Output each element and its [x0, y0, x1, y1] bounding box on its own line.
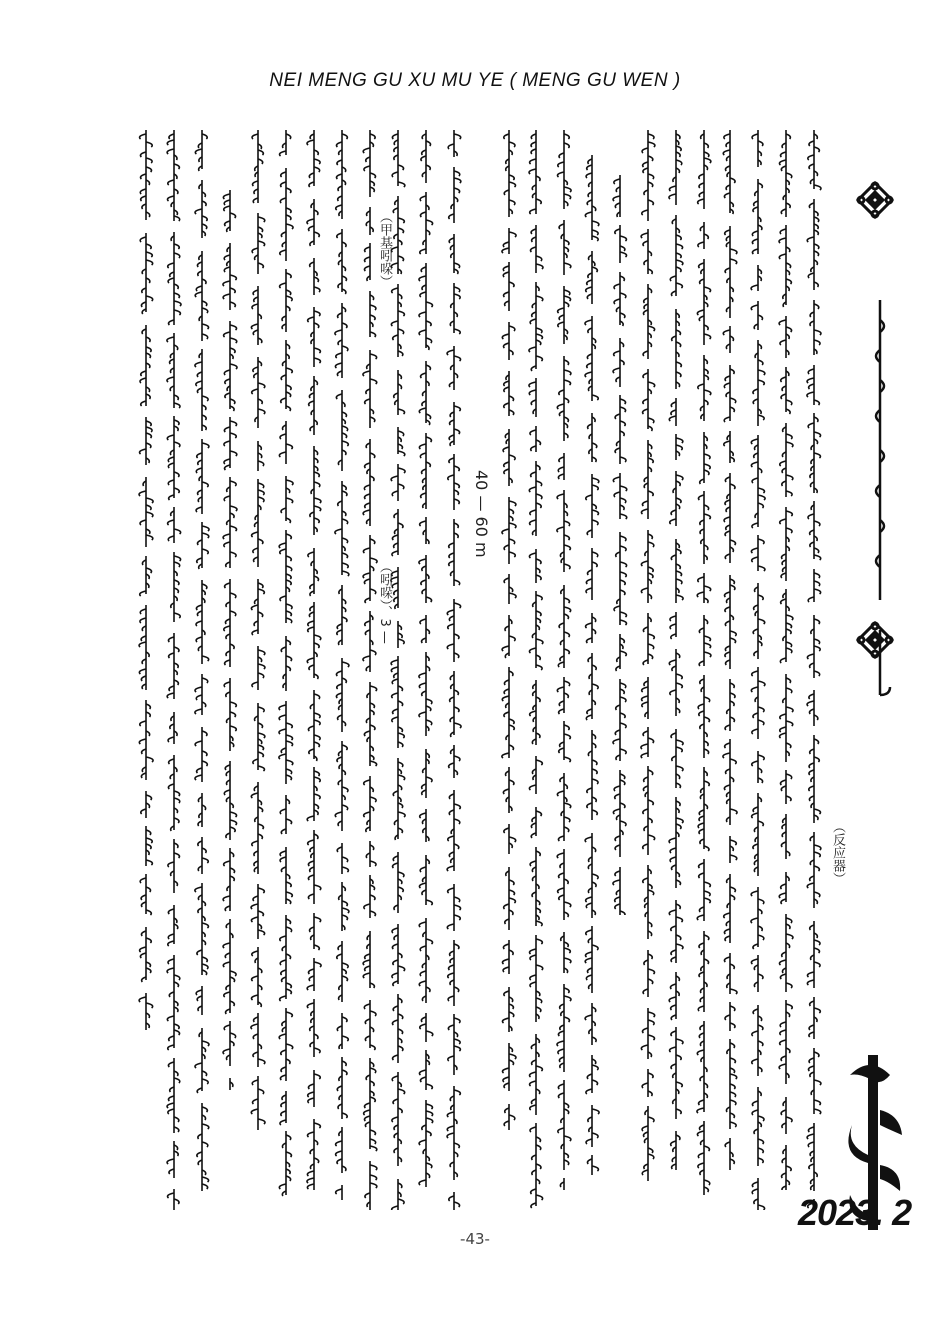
page-number: -43-: [460, 1230, 490, 1248]
mongolian-text-line: [132, 130, 160, 1030]
endless-knot-ornament-top: [855, 180, 895, 220]
mongolian-text-line: [216, 190, 244, 1090]
mongolian-text-line: [772, 130, 800, 1190]
note-measure: 40 — 60 m: [472, 470, 491, 558]
mongolian-text-line: [188, 130, 216, 1210]
mongolian-text-line: [634, 130, 662, 1190]
running-title: NEI MENG GU XU MU YE ( MENG GU WEN ): [269, 70, 681, 91]
mongolian-text-line: [662, 130, 690, 1170]
mongolian-text-line: [716, 130, 744, 1170]
mongolian-text-line: [440, 130, 468, 1210]
section-title-mongolian: [865, 300, 895, 700]
mongolian-text-line: [300, 130, 328, 1190]
mongolian-text-line: [578, 155, 606, 1175]
note-methane: （甲基吲哚）: [377, 210, 392, 288]
mongolian-text-line: [550, 130, 578, 1190]
mongolian-text-line: [800, 130, 828, 1210]
mongolian-text-line: [744, 130, 772, 1210]
mongolian-text-line: [244, 130, 272, 1130]
mongolian-text-line: [328, 130, 356, 1200]
mongolian-text-line: [272, 130, 300, 1210]
mongolian-text-line: [412, 130, 440, 1190]
mongolian-text-line: [690, 130, 718, 1210]
mongolian-text-line: [522, 130, 550, 1210]
note-indole: （吲哚）、3 —: [377, 560, 392, 644]
mongolian-text-line: [356, 130, 384, 1210]
note-reactor: （反应器）: [830, 820, 845, 885]
issue-number: 2023. 2: [798, 1192, 912, 1233]
mongolian-text-line: [160, 130, 188, 1210]
mongolian-text-line: [495, 130, 523, 1130]
mongolian-text-line: [384, 130, 412, 1210]
mongolian-text-line: [606, 175, 634, 915]
